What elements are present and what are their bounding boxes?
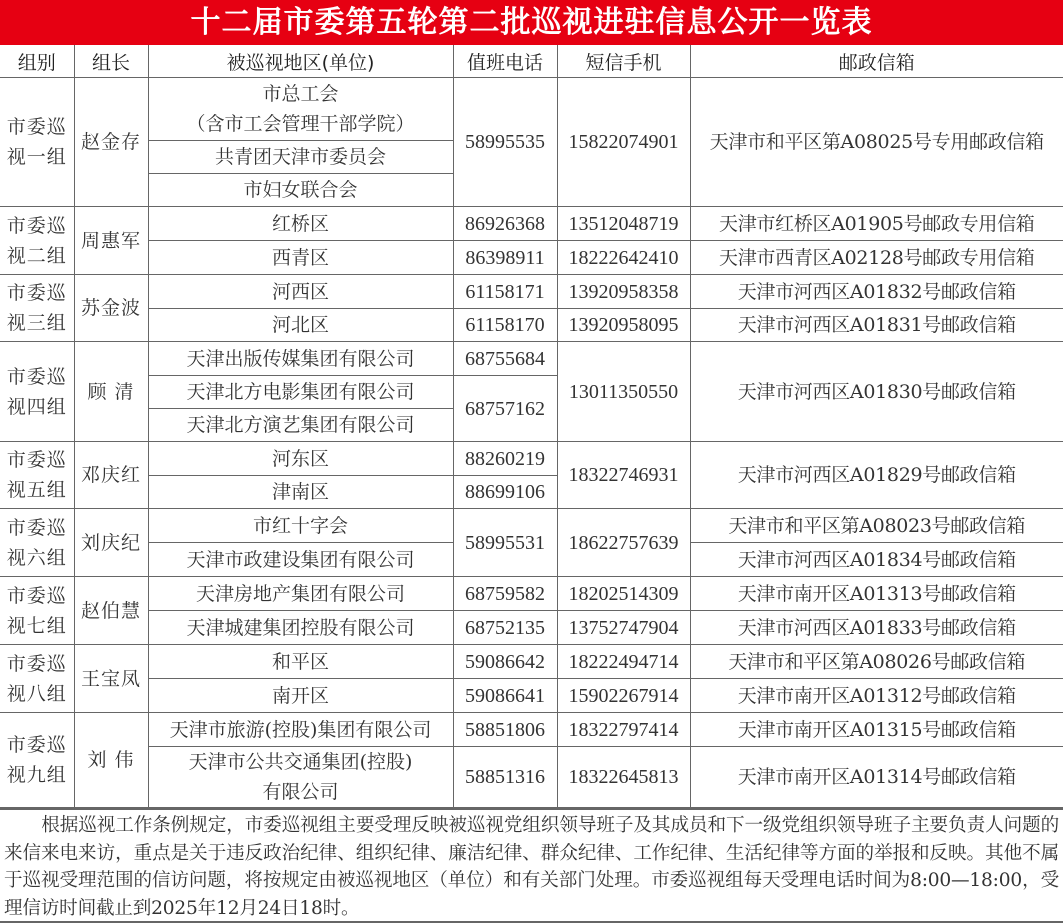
- table-row: [0, 611, 1063, 645]
- unit-cell: 天津出版传媒集团有限公司: [148, 342, 453, 376]
- duty-phone-cell: 68752135: [453, 611, 557, 645]
- leader-cell: 苏金波: [74, 275, 148, 342]
- page-title: 十二届市委第五轮第二批巡视进驻信息公开一览表: [0, 0, 1063, 45]
- sms-mobile-cell: 13920958095: [557, 309, 690, 342]
- leader-cell: 王宝凤: [74, 645, 148, 713]
- mailbox-cell: 天津市河西区A01833号邮政信箱: [690, 611, 1063, 645]
- table-row: [0, 713, 1063, 747]
- group-cell: 市委巡 视一组: [0, 78, 74, 207]
- table-row: [0, 207, 1063, 241]
- leader-cell: 刘庆纪: [74, 509, 148, 577]
- header-group: 组别: [0, 45, 74, 78]
- duty-phone-cell: 59086642: [453, 645, 557, 679]
- sms-mobile-cell: 18322645813: [557, 747, 690, 808]
- duty-phone-cell: 68755684: [453, 342, 557, 376]
- unit-cell: 南开区: [148, 679, 453, 713]
- leader-cell: 顾 清: [74, 342, 148, 442]
- header-sms-mobile: 短信手机: [557, 45, 690, 78]
- mailbox-cell: 天津市和平区第A08026号邮政信箱: [690, 645, 1063, 679]
- unit-cell: 西青区: [148, 241, 453, 275]
- duty-phone-cell: 59086641: [453, 679, 557, 713]
- duty-phone-cell: 88260219: [453, 442, 557, 476]
- duty-phone-cell: 61158170: [453, 309, 557, 342]
- duty-phone-cell: 88699106: [453, 476, 557, 509]
- sms-mobile-cell: 18222642410: [557, 241, 690, 275]
- sms-mobile-cell: 15822074901: [557, 78, 690, 207]
- mailbox-cell: 天津市和平区第A08025号专用邮政信箱: [690, 78, 1063, 207]
- group-cell: 市委巡 视四组: [0, 342, 74, 442]
- unit-cell: 天津城建集团控股有限公司: [148, 611, 453, 645]
- unit-cell: 天津市公共交通集团(控股) 有限公司: [148, 747, 453, 808]
- group-cell: 市委巡 视七组: [0, 577, 74, 645]
- table-row: [0, 309, 1063, 342]
- duty-phone-cell: 58995535: [453, 78, 557, 207]
- unit-cell: 河北区: [148, 309, 453, 342]
- table-row: [0, 241, 1063, 275]
- notice-paragraph: 根据巡视工作条例规定，市委巡视组主要受理反映被巡视党组织领导班子及其成员和下一级党组织领导班子主要负责人问题的来信来电来访，重点是关于违反政治纪律、组织纪律、廉洁纪律、群众纪律、工作纪律、生活纪律等方面的举报和反映。其他不属于巡视受理范围的信访问题，将按规定由被巡视地区（单位）和有关部门处理。市委巡视组每天受理电话时间为8:00—18:00，受理信访时间截止到2025年12月24日18时。: [0, 808, 1063, 924]
- group-cell: 市委巡 视八组: [0, 645, 74, 713]
- table-row: [0, 442, 1063, 476]
- sms-mobile-cell: 13920958358: [557, 275, 690, 309]
- table-row: [0, 342, 1063, 376]
- mailbox-cell: 天津市河西区A01832号邮政信箱: [690, 275, 1063, 309]
- sms-mobile-cell: 18202514309: [557, 577, 690, 611]
- leader-cell: 周惠军: [74, 207, 148, 275]
- unit-cell: 天津北方演艺集团有限公司: [148, 409, 453, 442]
- duty-phone-cell: 86926368: [453, 207, 557, 241]
- unit-cell: 河东区: [148, 442, 453, 476]
- mailbox-cell: 天津市南开区A01313号邮政信箱: [690, 577, 1063, 611]
- unit-cell: 市红十字会: [148, 509, 453, 543]
- unit-cell: 市总工会 （含市工会管理干部学院）: [148, 78, 453, 141]
- mailbox-cell: 天津市和平区第A08023号邮政信箱: [690, 509, 1063, 543]
- table-row: [0, 509, 1063, 543]
- leader-cell: 邓庆红: [74, 442, 148, 509]
- mailbox-cell: 天津市河西区A01831号邮政信箱: [690, 309, 1063, 342]
- mailbox-cell: 天津市河西区A01834号邮政信箱: [690, 543, 1063, 577]
- table-row: [0, 577, 1063, 611]
- leader-cell: 刘 伟: [74, 713, 148, 808]
- mailbox-cell: 天津市南开区A01314号邮政信箱: [690, 747, 1063, 808]
- unit-cell: 红桥区: [148, 207, 453, 241]
- duty-phone-cell: 58995531: [453, 509, 557, 577]
- header-duty-phone: 值班电话: [453, 45, 557, 78]
- bottom-divider: [0, 921, 1063, 923]
- duty-phone-cell: 86398911: [453, 241, 557, 275]
- unit-cell: 共青团天津市委员会: [148, 141, 453, 174]
- mailbox-cell: 天津市南开区A01312号邮政信箱: [690, 679, 1063, 713]
- unit-cell: 津南区: [148, 476, 453, 509]
- mailbox-cell: 天津市河西区A01829号邮政信箱: [690, 442, 1063, 509]
- table-row: [0, 645, 1063, 679]
- group-cell: 市委巡 视五组: [0, 442, 74, 509]
- unit-cell: 天津房地产集团有限公司: [148, 577, 453, 611]
- table-row: [0, 679, 1063, 713]
- inspection-table: [0, 45, 1063, 808]
- table-row: [0, 78, 1063, 141]
- group-cell: 市委巡 视九组: [0, 713, 74, 808]
- header-mailbox: 邮政信箱: [690, 45, 1063, 78]
- unit-cell: 天津市旅游(控股)集团有限公司: [148, 713, 453, 747]
- duty-phone-cell: 68757162: [453, 376, 557, 442]
- unit-cell: 天津市政建设集团有限公司: [148, 543, 453, 577]
- sms-mobile-cell: 13512048719: [557, 207, 690, 241]
- sms-mobile-cell: 18222494714: [557, 645, 690, 679]
- sms-mobile-cell: 18322797414: [557, 713, 690, 747]
- sms-mobile-cell: 18322746931: [557, 442, 690, 509]
- sms-mobile-cell: 18622757639: [557, 509, 690, 577]
- table-row: [0, 275, 1063, 309]
- leader-cell: 赵伯慧: [74, 577, 148, 645]
- sms-mobile-cell: 13752747904: [557, 611, 690, 645]
- table-row: [0, 747, 1063, 808]
- header-leader: 组长: [74, 45, 148, 78]
- duty-phone-cell: 58851806: [453, 713, 557, 747]
- duty-phone-cell: 58851316: [453, 747, 557, 808]
- sms-mobile-cell: 13011350550: [557, 342, 690, 442]
- mailbox-cell: 天津市红桥区A01905号邮政专用信箱: [690, 207, 1063, 241]
- table-header-row: [0, 45, 1063, 78]
- mailbox-cell: 天津市南开区A01315号邮政信箱: [690, 713, 1063, 747]
- unit-cell: 和平区: [148, 645, 453, 679]
- duty-phone-cell: 61158171: [453, 275, 557, 309]
- mailbox-cell: 天津市河西区A01830号邮政信箱: [690, 342, 1063, 442]
- duty-phone-cell: 68759582: [453, 577, 557, 611]
- unit-cell: 天津北方电影集团有限公司: [148, 376, 453, 409]
- mailbox-cell: 天津市西青区A02128号邮政专用信箱: [690, 241, 1063, 275]
- header-unit: 被巡视地区(单位): [148, 45, 453, 78]
- unit-cell: 河西区: [148, 275, 453, 309]
- group-cell: 市委巡 视二组: [0, 207, 74, 275]
- group-cell: 市委巡 视三组: [0, 275, 74, 342]
- unit-cell: 市妇女联合会: [148, 174, 453, 207]
- group-cell: 市委巡 视六组: [0, 509, 74, 577]
- sms-mobile-cell: 15902267914: [557, 679, 690, 713]
- leader-cell: 赵金存: [74, 78, 148, 207]
